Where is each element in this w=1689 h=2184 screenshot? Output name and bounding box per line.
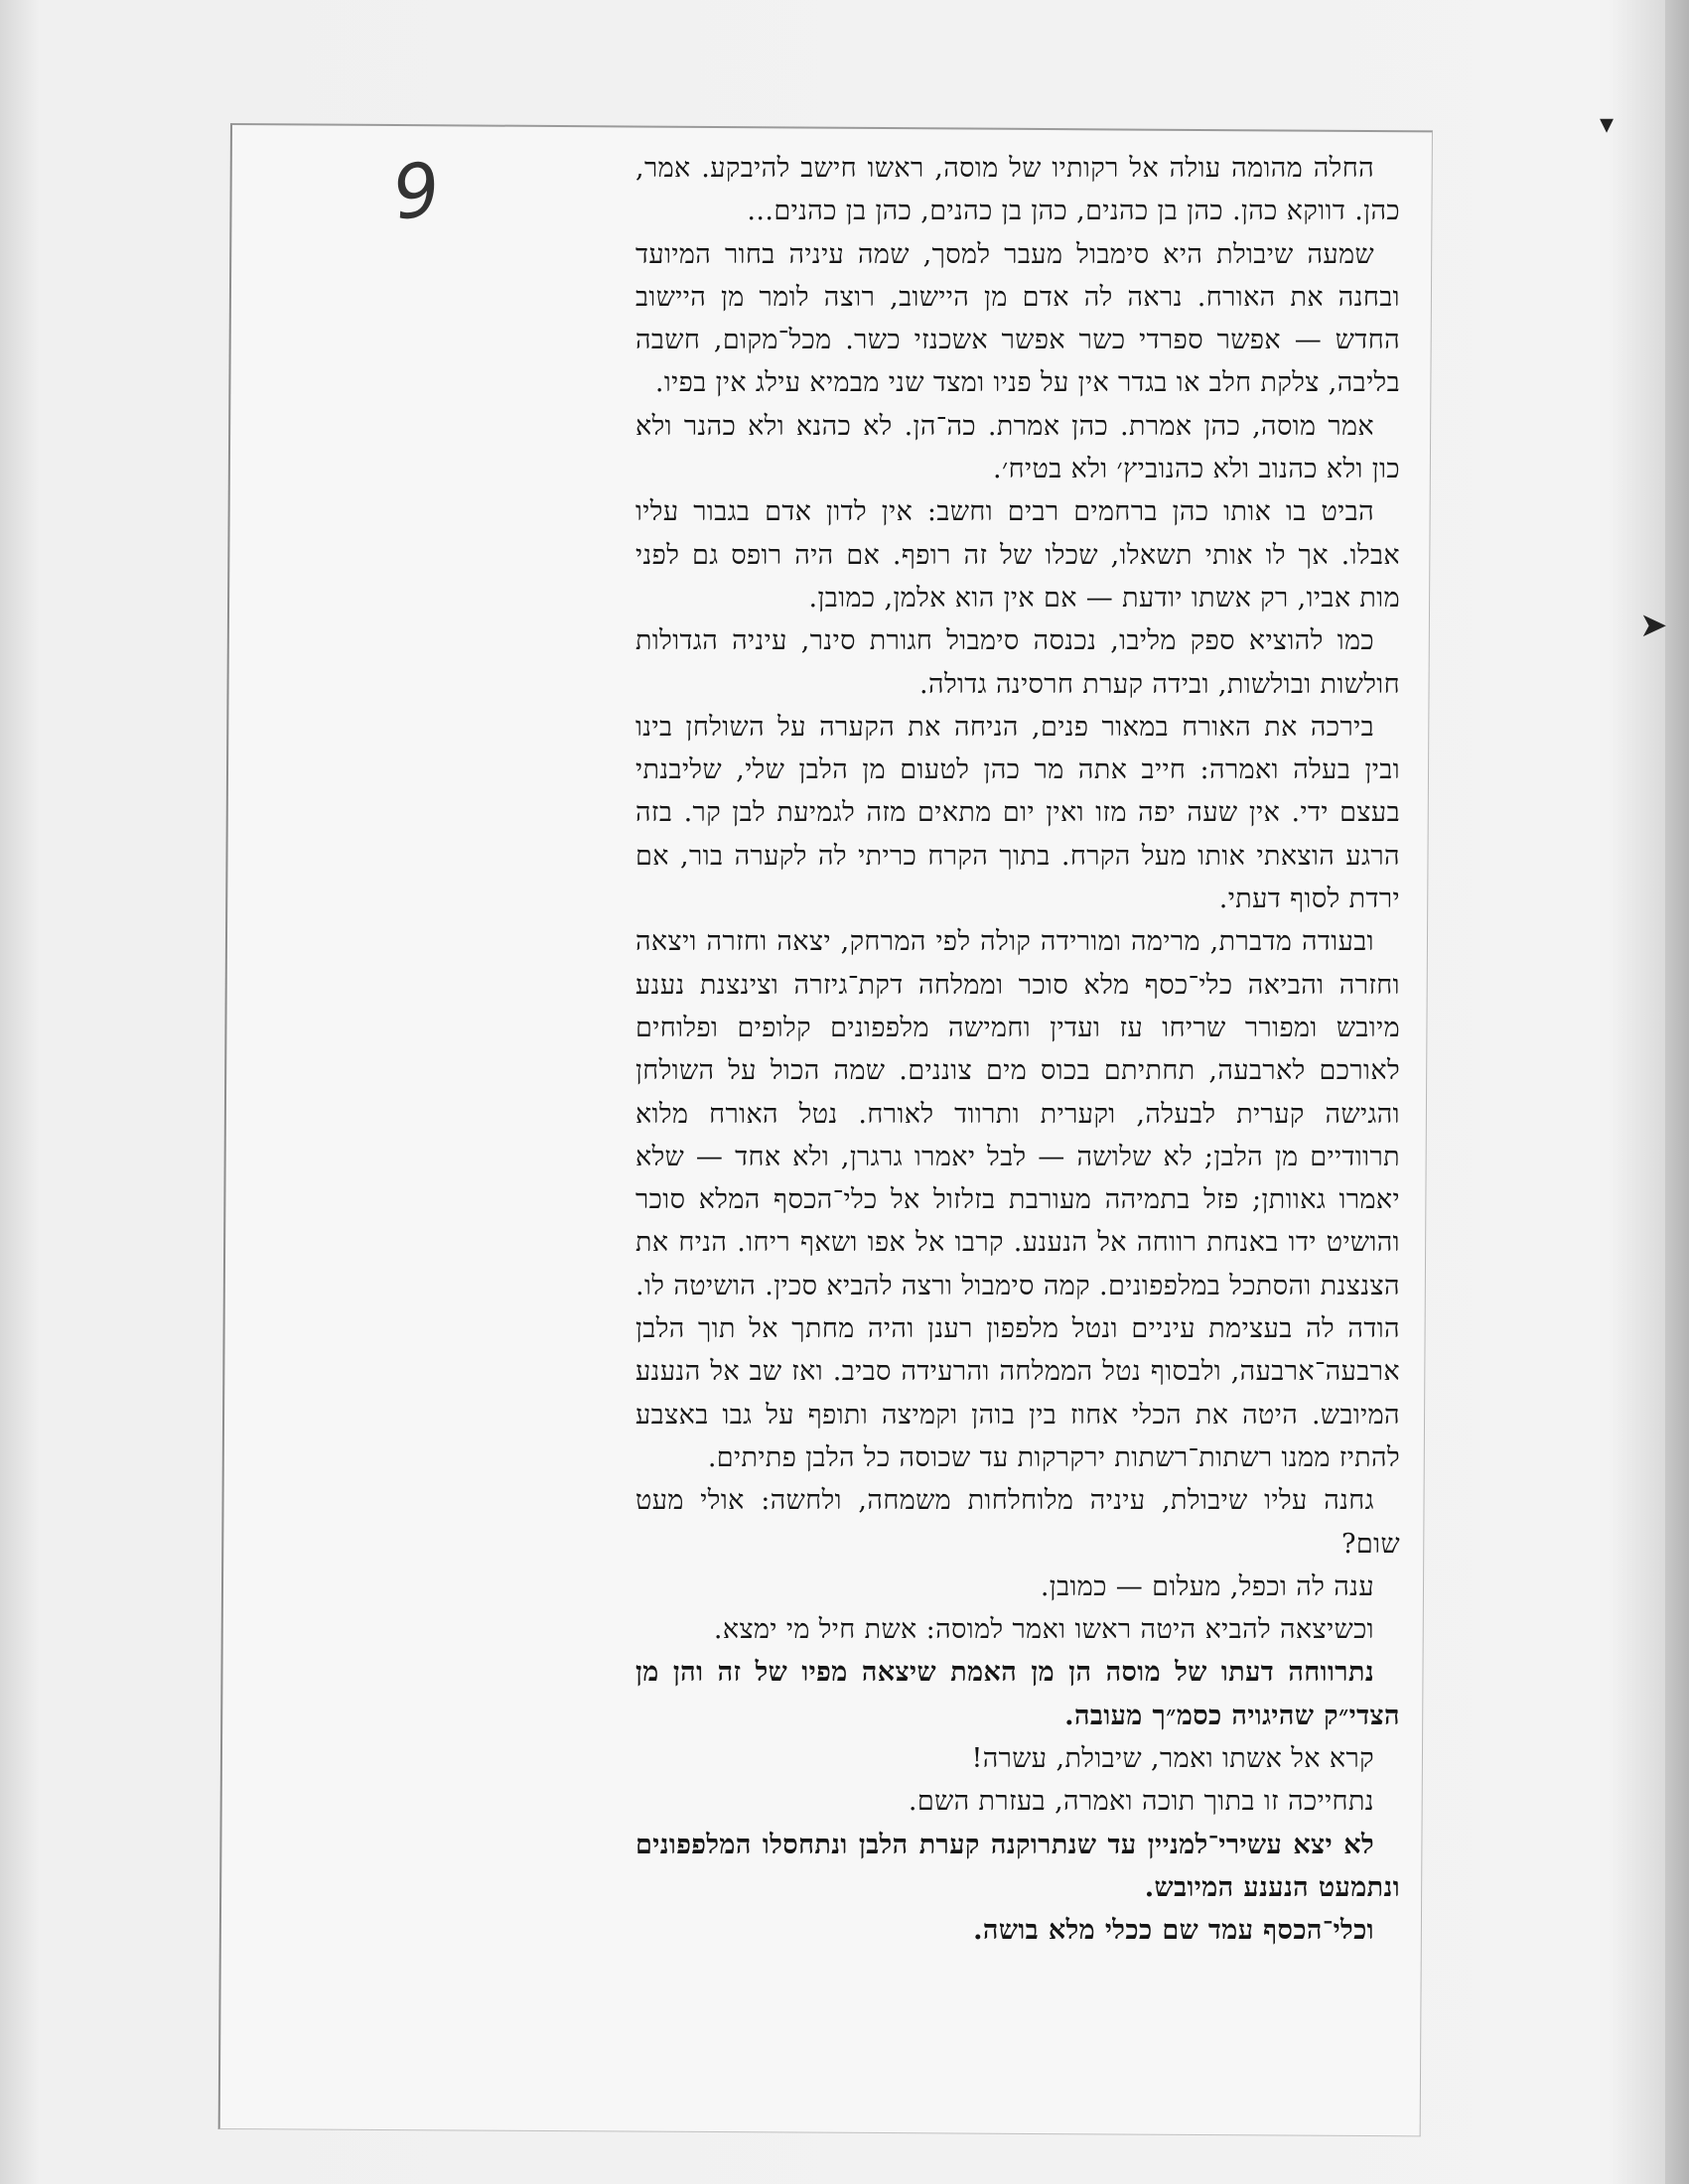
scan-speck: ▾ (1600, 107, 1615, 140)
paragraph-5: כמו להוציא ספק מליבו, נכנסה סימבול חגורת סינר, עיניה הגדולות חולשות ובולשות, ובידה קערת חרסינה גדולה. (635, 625, 1400, 700)
paragraph-2: שמעה שיבולת היא סימבול מעבר למסך, שמה עיניה בחור המיועד ובחנה את האורח. נראה לה אדם מן היישוב, רוצה לומר מן היישוב החדש — אפשר ספרדי כשר אפשר אשכנזי כשר. מכל־מקום, חשבה בליבה, צלקת חלב או בגדר אין על פניו ומצד שני מבמיא עילג אין בפיו. (635, 238, 1400, 399)
scan-edge-strip (1665, 0, 1689, 2184)
paragraph-1: החלה מהומה עולה אל רקותיו של מוסה, ראשו חישב להיבקע. אמר, כהן. דווקא כהן. כהן בן כהנים, כהן בן כהנים, כהן בן כהנים... (635, 153, 1400, 227)
paragraph-4: הביט בו אותו כהן ברחמים רבים וחשב: אין לדון אדם בגבור עליו אבלו. אך לו אותי תשאלו, שכלו של זה רופף. אם היה רופס גם לפני מות אביו, רק אשתו יודעת — אם אין הוא אלמן, כמובן. (635, 496, 1400, 614)
paragraph-14: לא יצא עשירי־למניין עד שנתרוקנה קערת הלבן ונתחסלו המלפפונים ונתמעט הנענע המיובש. (635, 1829, 1400, 1903)
hebrew-text-column (635, 147, 1400, 1952)
paragraph-7: ובעודה מדברת, מרימה ומורידה קולה לפי המרחק, יצאה וחזרה ויצאה וחזרה והביאה כלי־כסף מלא סוכר וממלחה דקת־גיזרה וצינצנת נענע מיובש ומפורר שריחו עז ועדין וחמישה מלפפונים קלופים ופלוחים לאורכם לארבעה, תחתיתם בכוס מים צוננים. שמה הכול על השולחן והגישה קערית לבעלה, וקערית ותרווד לאורח. נטל האורח מלוא תרוודיים מן הלבן; לא שלושה — לבל יאמרו גרגרן, ולא אחד — שלא יאמרו גאוותן; פזל בתמיהה מעורבת בזלזול אל כלי־הכסף המלא סוכר והושיט ידו באנחת רווחה אל הנענע. קרבו אל אפו ושאף ריחו. הניח את הצנצנת והסתכל במלפפונים. קמה סימבול ורצה להביא סכין. הושיטה לו. הודה לה בעצימת עיניים ונטל מלפפון רענן והיה מחתך אל תוך הלבן ארבעה־ארבעה, ולבסוף נטל הממלחה והרעידה סביב. ואז שב אל הנענע המיובש. היטה את הכלי אחוז בין בוהן וקמיצה ותופף על גבו באצבע להתיז ממנו רשתות־רשתות ירקרקות עד שכוסה כל הלבן פתיתים. (635, 926, 1400, 1473)
paragraph-8: גחנה עליו שיבולת, עיניה מלוחלחות משמחה, ולחשה: אולי מעט שום? (635, 1485, 1400, 1560)
paragraph-11: נתרווחה דעתו של מוסה הן מן האמת שיצאה מפיו של זה והן מן הצדי״ק שהיגויה כסמ״ך מעובה. (635, 1657, 1400, 1731)
paragraph-9: ענה לה וכפל, מעלום — כמובן. (1040, 1570, 1374, 1602)
paragraph-3: אמר מוסה, כהן אמרת. כהן אמרת. כה־הן. לא כהנא ולא כהנר ולא כון ולא כהנוב ולא כהנוביץ׳ ולא בטיח׳. (635, 410, 1400, 485)
paragraph-15: וכלי־הכסף עמד שם ככלי מלא בושה. (973, 1915, 1374, 1947)
handwritten-page-number: 9 (387, 146, 446, 237)
paragraph-13: נתחייכה זו בתוך תוכה ואמרה, בעזרת השם. (908, 1786, 1374, 1818)
paragraph-10: וכשיצאה להביא היטה ראשו ואמר למוסה: אשת חיל מי ימצא. (713, 1614, 1374, 1646)
paragraph-6: בירכה את האורח במאור פנים, הניחה את הקערה על השולחן בינו ובין בעלה ואמרה: חייב אתה מר כהן לטעום מן הלבן שלי, שליבנתי בעצם ידי. אין שעה יפה מזו ואין יום מתאים מזה לגמיעת לבן קר. בזה הרגע הוצאתי אותו מעל הקרח. בתוך הקרח כריתי לה לקערה בור, אם ירדת לסוף דעתי. (635, 711, 1400, 915)
scan-speck: ➤ (1639, 606, 1668, 645)
paragraph-12: קרא אל אשתו ואמר, שיבולת, עשרה! (971, 1742, 1374, 1774)
